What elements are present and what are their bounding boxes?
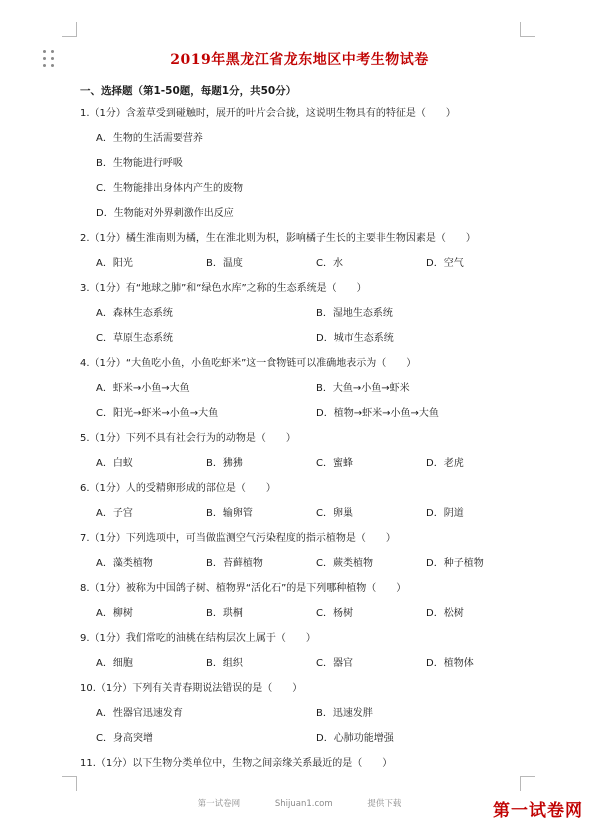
corner-mark-bottom-left: [62, 776, 77, 791]
corner-mark-top-left: [62, 22, 77, 37]
option: C．草原生态系统: [96, 333, 173, 344]
option: C．器官: [316, 658, 353, 669]
corner-mark-top-right: [520, 22, 535, 37]
option: A．性器官迅速发育: [96, 708, 183, 719]
question-stem: 7.（1分）下列选项中，可当做监测空气污染程度的指示植物是（ ）: [80, 533, 396, 544]
question-stem: 9.（1分）我们常吃的油桃在结构层次上属于（ ）: [80, 633, 316, 644]
option: D．松树: [426, 608, 464, 619]
option: A．子宫: [96, 508, 133, 519]
option: B．生物能进行呼吸: [96, 158, 183, 169]
option: C．生物能排出身体内产生的废物: [96, 183, 243, 194]
option: A．柳树: [96, 608, 133, 619]
option: C．杨树: [316, 608, 353, 619]
option: A．细胞: [96, 658, 133, 669]
option: C．阳光→虾米→小鱼→大鱼: [96, 408, 219, 419]
section-heading: 一、选择题（第1-50题，每题1分，共50分）: [80, 85, 297, 97]
option: C．蕨类植物: [316, 558, 373, 569]
option: B．组织: [206, 658, 243, 669]
footer-site-url: Shijuan1.com: [274, 799, 333, 809]
option: B．温度: [206, 258, 243, 269]
question-stem: 8.（1分）被称为中国鸽子树、植物界“活化石”的是下列哪种植物（ ）: [80, 583, 407, 594]
option: A．白蚁: [96, 458, 133, 469]
page-title: 2019年黑龙江省龙东地区中考生物试卷: [170, 52, 429, 68]
question-stem: 3.（1分）有“地球之肺”和“绿色水库”之称的生态系统是（ ）: [80, 283, 367, 294]
option: A．阳光: [96, 258, 133, 269]
question-stem: 11.（1分）以下生物分类单位中，生物之间亲缘关系最近的是（ ）: [80, 758, 393, 769]
option: D．阴道: [426, 508, 464, 519]
option: B．湿地生态系统: [316, 308, 393, 319]
corner-mark-bottom-right: [520, 776, 535, 791]
option: C．蜜蜂: [316, 458, 353, 469]
site-logo: 第一试卷网: [493, 801, 583, 821]
option: B．迅速发胖: [316, 708, 373, 719]
question-stem: 4.（1分）“大鱼吃小鱼，小鱼吃虾米”这一食物链可以准确地表示为（ ）: [80, 358, 417, 369]
question-stem: 1.（1分）含羞草受到碰触时，展开的叶片会合拢，这说明生物具有的特征是（ ）: [80, 108, 456, 119]
option: C．卵巢: [316, 508, 353, 519]
question-stem: 10.（1分）下列有关青春期说法错误的是（ ）: [80, 683, 303, 694]
option: A．森林生态系统: [96, 308, 173, 319]
option: D．城市生态系统: [316, 333, 394, 344]
option: D．心肺功能增强: [316, 733, 394, 744]
option: D．植物体: [426, 658, 474, 669]
question-stem: 5.（1分）下列不具有社会行为的动物是（ ）: [80, 433, 296, 444]
option: A．虾米→小鱼→大鱼: [96, 383, 190, 394]
option: C．水: [316, 258, 343, 269]
option: B．苔藓植物: [206, 558, 263, 569]
question-stem: 2.（1分）橘生淮南则为橘，生在淮北则为枳，影响橘子生长的主要非生物因素是（ ）: [80, 233, 476, 244]
option: B．珙桐: [206, 608, 243, 619]
option: D．老虎: [426, 458, 464, 469]
question-stem: 6.（1分）人的受精卵形成的部位是（ ）: [80, 483, 276, 494]
option: A．藻类植物: [96, 558, 153, 569]
footer-site-name: 第一试卷网: [197, 799, 241, 809]
option: C．身高突增: [96, 733, 153, 744]
option: D．植物→虾米→小鱼→大鱼: [316, 408, 439, 419]
option: D．种子植物: [426, 558, 484, 569]
option: B．输卵管: [206, 508, 253, 519]
footer-download-note: 提供下载: [367, 799, 402, 809]
option: D．生物能对外界刺激作出反应: [96, 208, 234, 219]
option: B．大鱼→小鱼→虾米: [316, 383, 410, 394]
option: A．生物的生活需要营养: [96, 133, 203, 144]
option: B．狒狒: [206, 458, 243, 469]
option: D．空气: [426, 258, 464, 269]
